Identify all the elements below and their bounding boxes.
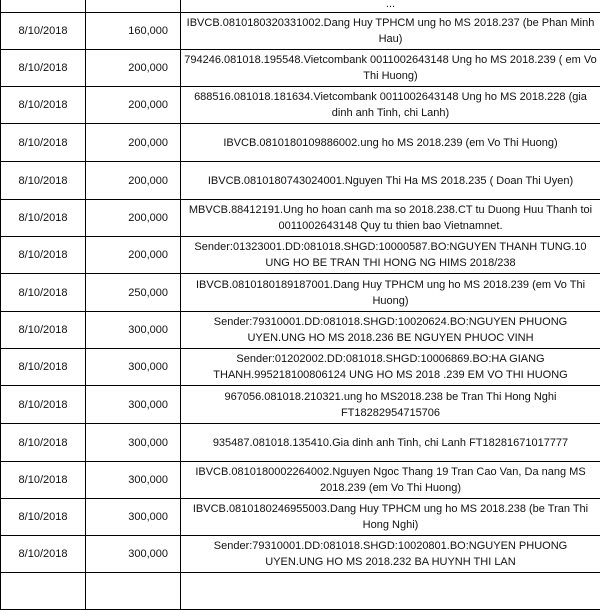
amount-cell <box>86 0 181 13</box>
table-row <box>1 200 600 237</box>
description-cell: IBVCB.0810180002264002.Nguyen Ngoc Thang 19 Tran Cao Van, Da nang MS 2018.239 (em Vo Thi Huong) <box>181 462 600 499</box>
amount-cell: 160,000 <box>86 13 181 50</box>
description-cell: 967056.081018.210321.ung ho MS2018.238 be Tran Thi Hong Nghi FT18282954715706 <box>181 386 600 424</box>
description-cell <box>181 573 600 610</box>
date-cell: 8/10/2018 <box>1 200 86 237</box>
amount-cell: 250,000 <box>86 274 181 312</box>
date-cell: 8/10/2018 <box>1 499 86 536</box>
description-cell: IBVCB.0810180320331002.Dang Huy TPHCM ung ho MS 2018.237 (be Phan Minh Hau) <box>181 13 600 50</box>
table-row <box>1 462 600 499</box>
table-row <box>1 424 600 462</box>
table-row <box>1 13 600 50</box>
date-cell: 8/10/2018 <box>1 50 86 87</box>
amount-cell: 300,000 <box>86 462 181 499</box>
description-cell: Sender:79310001.DD:081018.SHGD:10020624.BO:NGUYEN PHUONG UYEN.UNG HO MS 2018.236 BE NGUYEN PHUOC VINH <box>181 312 600 349</box>
description-cell: 935487.081018.135410.Gia dinh anh Tinh, chi Lanh FT18281671017777 <box>181 424 600 462</box>
table-row <box>1 50 600 87</box>
amount-cell: 300,000 <box>86 536 181 573</box>
amount-cell: 300,000 <box>86 312 181 349</box>
table-row <box>1 0 600 13</box>
table-row <box>1 87 600 124</box>
description-cell: Sender:79310001.DD:081018.SHGD:10020801.BO:NGUYEN PHUONG UYEN.UNG HO MS 2018.232 BA HUYNH THI LAN <box>181 536 600 573</box>
date-cell: 8/10/2018 <box>1 162 86 200</box>
description-cell: ... <box>181 0 600 13</box>
date-cell: 8/10/2018 <box>1 274 86 312</box>
amount-cell <box>86 573 181 610</box>
amount-cell: 200,000 <box>86 200 181 237</box>
date-cell: 8/10/2018 <box>1 536 86 573</box>
table-row <box>1 274 600 312</box>
amount-cell: 300,000 <box>86 499 181 536</box>
amount-cell: 300,000 <box>86 349 181 386</box>
date-cell: 8/10/2018 <box>1 462 86 499</box>
description-cell: IBVCB.0810180109886002.ung ho MS 2018.239 (em Vo Thi Huong) <box>181 124 600 162</box>
date-cell: 8/10/2018 <box>1 349 86 386</box>
amount-cell: 200,000 <box>86 237 181 274</box>
amount-cell: 200,000 <box>86 50 181 87</box>
amount-cell: 300,000 <box>86 386 181 424</box>
amount-cell: 200,000 <box>86 87 181 124</box>
description-cell: IBVCB.0810180246955003.Dang Huy TPHCM ung ho MS 2018.238 (be Tran Thi Hong Nghi) <box>181 499 600 536</box>
date-cell: 8/10/2018 <box>1 386 86 424</box>
date-cell: 8/10/2018 <box>1 312 86 349</box>
date-cell <box>1 0 86 13</box>
description-cell: IBVCB.0810180743024001.Nguyen Thi Ha MS 2018.235 ( Doan Thi Uyen) <box>181 162 600 200</box>
table-row <box>1 536 600 573</box>
table-row <box>1 499 600 536</box>
table-row <box>1 162 600 200</box>
donation-table-body <box>1 0 600 610</box>
table-row <box>1 573 600 610</box>
amount-cell: 200,000 <box>86 162 181 200</box>
amount-cell: 200,000 <box>86 124 181 162</box>
date-cell: 8/10/2018 <box>1 424 86 462</box>
description-cell: Sender:01202002.DD:081018.SHGD:10006869.BO:HA GIANG THANH.995218100806124 UNG HO MS 2018 .239 EM VO THI HUONG <box>181 349 600 386</box>
date-cell: 8/10/2018 <box>1 124 86 162</box>
table-row <box>1 237 600 274</box>
description-cell: 688516.081018.181634.Vietcombank 0011002643148 Ung ho MS 2018.228 (gia dinh anh Tinh, chi Lanh) <box>181 87 600 124</box>
date-cell: 8/10/2018 <box>1 87 86 124</box>
date-cell: 8/10/2018 <box>1 13 86 50</box>
table-row <box>1 349 600 386</box>
amount-cell: 300,000 <box>86 424 181 462</box>
table-row <box>1 312 600 349</box>
description-cell: MBVCB.88412191.Ung ho hoan canh ma so 2018.238.CT tu Duong Huu Thanh toi 0011002643148 Quy tu thien bao Vietnamnet. <box>181 200 600 237</box>
description-cell: Sender:01323001.DD:081018.SHGD:10000587.BO:NGUYEN THANH TUNG.10 UNG HO BE TRAN THI HONG NG HIMS 2018/238 <box>181 237 600 274</box>
table-row <box>1 386 600 424</box>
date-cell: 8/10/2018 <box>1 237 86 274</box>
description-cell: 794246.081018.195548.Vietcombank 0011002643148 Ung ho MS 2018.239 ( em Vo Thi Huong) <box>181 50 600 87</box>
table-row <box>1 124 600 162</box>
date-cell <box>1 573 86 610</box>
description-cell: IBVCB.0810180189187001.Dang Huy TPHCM ung ho MS 2018.239 (em Vo Thi Huong) <box>181 274 600 312</box>
